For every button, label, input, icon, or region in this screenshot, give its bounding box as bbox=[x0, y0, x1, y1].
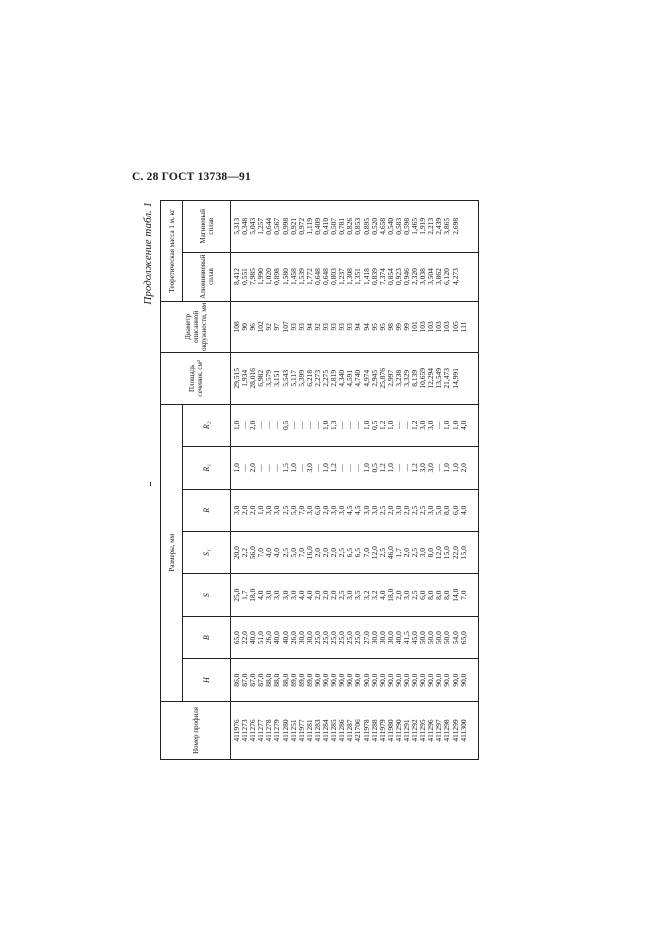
col-R: 3,0 2,0 2,0 1,0 3,0 3,0 2,5 5,0 7,0 3,0 6,0 2,0 3,0 3,0 4,5 4,5 3,0 3,0 2,5 2,0 3,0 2,0 2,5 2,5 3,0 5,0 8,0 6,0 4,0 bbox=[231, 489, 479, 531]
col-area: 29,515 1,934 28,016 6,982 3,579 3,151 5,543 5,117 5,399 6,218 2,273 2,275 2,819 4,340 4,591 4,740 4,974 2,945 25,876 2,997 3,238 3,329 8,139 10,659 12,294 13,549 21,473 14,991 bbox=[231, 353, 479, 404]
col-R2: 1,0 — 2,0 — — — 0,5 — — — — 1,0 1,3 — — — 1,0 0,5 1,2 1,0 — — 1,2 3,0 3,0 — 1,0 1,0 4,0 bbox=[231, 404, 479, 447]
col-S: 25,0 1,7 18,0 4,0 3,0 3,0 3,0 3,0 4,0 4,0 2,0 2,0 2,0 2,5 3,0 3,5 3,2 3,2 4,0 18,0 2,0 3,0 2,5 6,0 8,0 8,0 8,0 14,0 7,0 bbox=[231, 574, 479, 616]
col-profile-number: 411976 411273 411276 411277 411278 411279 411280 411251 411977 411281 411283 411284 411285 411286 411287 421706 411978 411288 411979 411980 411290 411291 411292 411295 411296 411297 411298 411299 411300 bbox=[231, 701, 479, 759]
table-caption: Продолжение табл. 1 bbox=[142, 202, 154, 305]
header-R2: R₂ bbox=[183, 404, 231, 447]
data-table bbox=[160, 200, 479, 760]
col-R1: 1,0 — 2,0 — — — 1,5 1,0 — 3,0 — 1,0 1,2 — — — 1,0 0,5 1,2 1,0 — — 1,2 3,0 3,0 — 1,0 1,0 2,0 bbox=[231, 447, 479, 489]
col-magnesium: 5,313 0,348 5,043 1,257 0,644 0,567 0,998 0,921 0,972 1,119 0,409 0,410 0,507 0,781 0,826 0,853 0,895 0,520 4,658 0,540 0,583 0,598 1,465 1,919 2,213 2,439 3,865 2,698 bbox=[231, 201, 479, 253]
rotated-table-block bbox=[142, 200, 505, 760]
header-S: S bbox=[183, 574, 231, 616]
col-diameter: 108 90 96 102 92 97 107 93 93 94 92 93 93 93 93 94 94 95 95 98 99 99 101 103 103 103 103 105 111 bbox=[231, 301, 479, 352]
header-R1: R₁ bbox=[183, 447, 231, 489]
header-B: B bbox=[183, 616, 231, 658]
header-magnesium: Магниевый сплав bbox=[183, 201, 231, 253]
col-S1: 20,0 2,2 56,0 7,0 4,0 4,0 2,5 5,0 7,0 16,0 2,0 2,0 2,0 2,5 6,5 6,5 7,0 12,0 2,5 46,0 1,7 2,0 2,5 3,0 8,0 12,0 15,0 22,0 15,0 bbox=[231, 532, 479, 574]
header-S1: S₁ bbox=[183, 532, 231, 574]
col-B: 65,0 22,0 40,0 51,0 26,0 40,0 40,0 26,0 30,0 30,0 25,0 25,0 25,0 25,0 25,0 25,0 27,0 30,0 30,0 30,0 40,0 41,5 45,0 50,0 50,0 50,0 50,0 54,0 65,0 bbox=[231, 616, 479, 658]
header-sizes: Размеры, мм bbox=[161, 404, 183, 701]
header-profile-number: Номер профиля bbox=[161, 701, 231, 759]
col-H: 86,0 87,0 87,0 87,0 88,0 88,0 88,0 89,0 89,0 89,0 90,0 90,0 90,0 90,0 90,0 90,0 90,0 90,0 90,0 90,0 90,0 90,0 90,0 90,0 90,0 90,0 90,0 90,0 90,0 bbox=[231, 659, 479, 701]
col-aluminum: 8,412 0,551 7,985 1,990 1,020 0,898 1,580 1,458 1,539 1,772 0,648 0,648 0,803 1,237 1,308 1,351 1,418 0,839 7,374 0,854 0,923 0,946 2,320 3,038 3,504 3,862 6,120 4,273 bbox=[231, 252, 479, 301]
header-aluminum: Алюминиевый сплав bbox=[183, 252, 231, 301]
stray-mark bbox=[150, 482, 151, 486]
page-header: С. 28 ГОСТ 13738—91 bbox=[132, 171, 251, 183]
header-theoretical-mass: Теоретическая масса 1 м, кг bbox=[161, 201, 183, 302]
header-area: Площадь сечения, см² bbox=[161, 353, 231, 404]
header-H: H bbox=[183, 659, 231, 701]
header-R: R bbox=[183, 489, 231, 531]
header-diameter: Диаметр описанной окружности, мм bbox=[161, 301, 231, 352]
